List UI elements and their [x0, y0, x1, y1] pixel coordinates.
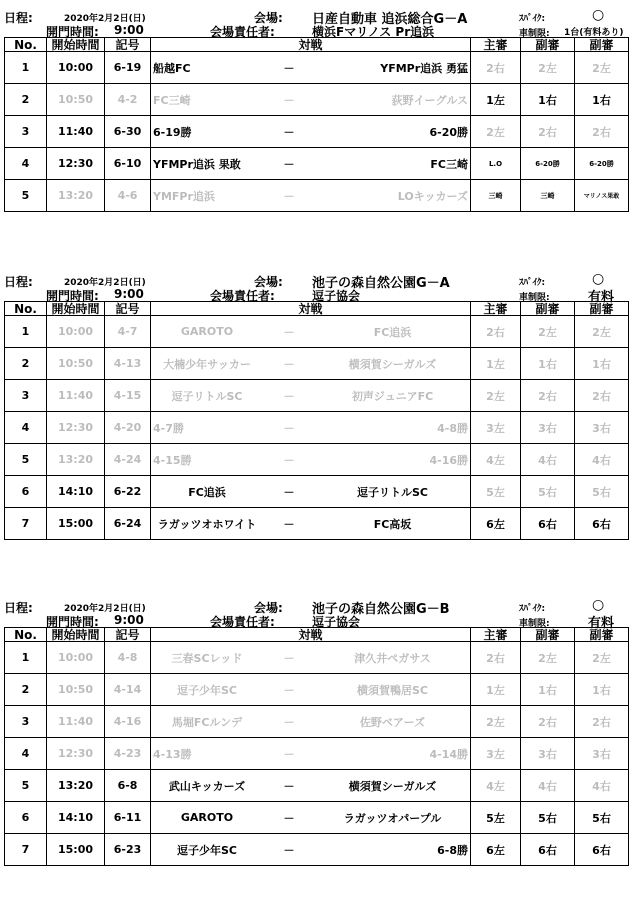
versus-dash: －: [283, 389, 295, 403]
table-row: [5, 116, 629, 148]
match-cell: [151, 348, 471, 380]
assistant-referee-2: 2左: [575, 52, 629, 84]
assistant-referee-1: 2左: [521, 316, 575, 348]
manager-label: 会場責任者:: [210, 25, 275, 39]
versus-dash: －: [283, 357, 295, 371]
column-header-col-match: 対戦: [151, 628, 471, 642]
match-cell: [151, 770, 471, 802]
versus-dash: －: [283, 421, 295, 435]
match-code: 4-2: [105, 84, 151, 116]
match-cell: [151, 642, 471, 674]
match-cell: [151, 738, 471, 770]
versus-dash: －: [283, 157, 295, 171]
schedule-header: [4, 7, 628, 37]
match-teams: [151, 642, 470, 673]
home-team: GAROTO: [180, 325, 234, 338]
chief-referee: 6左: [471, 508, 521, 540]
match-teams: [151, 834, 470, 865]
spike-value: ○: [592, 7, 605, 23]
match-code: 6-8: [105, 770, 151, 802]
match-number: 1: [5, 52, 47, 84]
away-team: 6-8勝: [437, 843, 468, 857]
table-row: [5, 412, 629, 444]
chief-referee: 5左: [471, 802, 521, 834]
match-cell: [151, 84, 471, 116]
manager-value: 逗子協会: [312, 615, 361, 629]
assistant-referee-2: 2右: [575, 706, 629, 738]
column-header-col-no: No.: [5, 628, 47, 642]
away-team: 佐野ベアーズ: [359, 715, 426, 729]
car-limit-value: 1台(有料あり): [564, 28, 624, 38]
match-code: 6-11: [105, 802, 151, 834]
home-team: ラガッツオホワイト: [157, 517, 257, 531]
match-number: 1: [5, 642, 47, 674]
chief-referee: 5左: [471, 476, 521, 508]
away-team: 荻野イーグルス: [391, 93, 468, 107]
match-teams: [151, 116, 470, 147]
assistant-referee-1: 3右: [521, 412, 575, 444]
match-cell: [151, 180, 471, 212]
match-teams: [151, 148, 470, 179]
schedule-section: [4, 7, 628, 212]
versus-dash: －: [283, 843, 295, 857]
match-number: 3: [5, 380, 47, 412]
chief-referee: 三崎: [471, 180, 521, 212]
home-team: FC追浜: [188, 485, 226, 499]
assistant-referee-1: 5右: [521, 802, 575, 834]
assistant-referee-2: 2右: [575, 116, 629, 148]
home-team: YMFPr追浜: [153, 189, 215, 203]
match-number: 5: [5, 444, 47, 476]
schedule-header: [4, 271, 628, 305]
match-code: 4-24: [105, 444, 151, 476]
match-code: 4-16: [105, 706, 151, 738]
table-row: [5, 706, 629, 738]
match-teams: [151, 508, 470, 539]
match-code: 4-8: [105, 642, 151, 674]
match-code: 6-22: [105, 476, 151, 508]
column-header-col-start: 開始時間: [47, 38, 105, 52]
assistant-referee-2: 3右: [575, 412, 629, 444]
open-time-label: 開門時間:: [46, 615, 99, 629]
match-teams: [151, 316, 470, 347]
home-team: 大楠少年サッカー: [163, 357, 251, 371]
manager-label: 会場責任者:: [210, 289, 275, 303]
match-teams: [151, 380, 470, 411]
match-code: 4-23: [105, 738, 151, 770]
match-code: 4-7: [105, 316, 151, 348]
assistant-referee-1: 三崎: [521, 180, 575, 212]
assistant-referee-1: 6-20勝: [521, 148, 575, 180]
start-time: 15:00: [47, 834, 105, 866]
match-cell: [151, 148, 471, 180]
column-header-col-asst1: 副審: [521, 628, 575, 642]
home-team: 逗子少年SC: [177, 843, 237, 857]
start-time: 11:40: [47, 380, 105, 412]
match-number: 3: [5, 116, 47, 148]
home-team: 4-7勝: [153, 421, 184, 435]
start-time: 13:20: [47, 180, 105, 212]
date-label: 日程:: [4, 601, 33, 615]
column-header-col-no: No.: [5, 38, 47, 52]
assistant-referee-2: 1右: [575, 84, 629, 116]
away-team: 横須賀鴨居SC: [357, 683, 428, 697]
column-header-col-chief: 主審: [471, 302, 521, 316]
column-header-col-start: 開始時間: [47, 628, 105, 642]
assistant-referee-1: 4右: [521, 770, 575, 802]
home-team: 4-15勝: [153, 453, 192, 467]
table-row: [5, 738, 629, 770]
match-number: 6: [5, 802, 47, 834]
venue-label: 会場:: [254, 11, 283, 25]
assistant-referee-1: 1右: [521, 84, 575, 116]
match-cell: [151, 802, 471, 834]
column-header-col-asst1: 副審: [521, 302, 575, 316]
venue-value: 池子の森自然公園G－B: [312, 602, 450, 617]
match-number: 2: [5, 674, 47, 706]
chief-referee: 3左: [471, 738, 521, 770]
away-team: FC追浜: [373, 325, 412, 339]
versus-dash: －: [283, 189, 295, 203]
match-number: 3: [5, 706, 47, 738]
home-team: 三春SCレッド: [171, 651, 243, 665]
table-row: [5, 674, 629, 706]
match-code: 4-6: [105, 180, 151, 212]
versus-dash: －: [283, 715, 295, 729]
date-label: 日程:: [4, 11, 33, 25]
chief-referee: 3左: [471, 412, 521, 444]
table-row: [5, 508, 629, 540]
column-header-col-asst2: 副審: [575, 302, 629, 316]
schedule-header: [4, 597, 628, 631]
home-team: 武山キッカーズ: [168, 779, 246, 793]
match-code: 6-19: [105, 52, 151, 84]
date-value: 2020年2月2日(日): [64, 14, 146, 24]
away-team: LOキッカーズ: [397, 189, 468, 203]
versus-dash: －: [283, 747, 295, 761]
away-team: 津久井ペガサス: [354, 651, 431, 665]
match-code: 4-13: [105, 348, 151, 380]
table-row: [5, 180, 629, 212]
start-time: 10:00: [47, 316, 105, 348]
home-team: 逗子少年SC: [177, 683, 237, 697]
match-table: [4, 37, 629, 212]
away-team: FC三崎: [430, 157, 468, 171]
versus-dash: －: [283, 485, 295, 499]
match-teams: [151, 348, 470, 379]
match-code: 6-10: [105, 148, 151, 180]
match-number: 5: [5, 770, 47, 802]
versus-dash: －: [283, 325, 295, 339]
column-header-col-chief: 主審: [471, 38, 521, 52]
away-team: FC高坂: [373, 517, 412, 531]
home-team: YFMPr追浜 果敢: [153, 157, 241, 171]
assistant-referee-1: 4右: [521, 444, 575, 476]
chief-referee: 2左: [471, 116, 521, 148]
assistant-referee-2: 4右: [575, 444, 629, 476]
start-time: 13:20: [47, 770, 105, 802]
assistant-referee-1: 2左: [521, 52, 575, 84]
column-header-col-match: 対戦: [151, 38, 471, 52]
assistant-referee-1: 1右: [521, 674, 575, 706]
match-teams: [151, 674, 470, 705]
match-number: 7: [5, 834, 47, 866]
home-team: 船越FC: [153, 61, 191, 75]
date-label: 日程:: [4, 275, 33, 289]
start-time: 14:10: [47, 476, 105, 508]
column-header-col-asst2: 副審: [575, 628, 629, 642]
column-header-col-asst1: 副審: [521, 38, 575, 52]
versus-dash: －: [283, 453, 295, 467]
assistant-referee-1: 2右: [521, 380, 575, 412]
table-row: [5, 834, 629, 866]
chief-referee: L.O: [471, 148, 521, 180]
start-time: 13:20: [47, 444, 105, 476]
match-cell: [151, 412, 471, 444]
start-time: 12:30: [47, 412, 105, 444]
home-team: 逗子リトルSC: [171, 389, 243, 403]
assistant-referee-1: 3右: [521, 738, 575, 770]
assistant-referee-1: 6右: [521, 834, 575, 866]
versus-dash: －: [283, 779, 295, 793]
assistant-referee-1: 6右: [521, 508, 575, 540]
assistant-referee-2: 5右: [575, 802, 629, 834]
home-team: GAROTO: [180, 811, 234, 824]
away-team: YFMPr追浜 勇猛: [380, 61, 468, 75]
open-time-label: 開門時間:: [46, 289, 99, 303]
car-limit-label: 車制限:: [519, 619, 550, 629]
table-row: [5, 52, 629, 84]
start-time: 11:40: [47, 706, 105, 738]
date-value: 2020年2月2日(日): [64, 278, 146, 288]
column-header-col-no: No.: [5, 302, 47, 316]
assistant-referee-2: 2左: [575, 316, 629, 348]
car-limit-label: 車制限:: [519, 293, 550, 303]
column-header-col-chief: 主審: [471, 628, 521, 642]
spike-value: ○: [592, 597, 605, 613]
chief-referee: 2右: [471, 316, 521, 348]
versus-dash: －: [283, 651, 295, 665]
assistant-referee-2: 5右: [575, 476, 629, 508]
assistant-referee-2: 2左: [575, 642, 629, 674]
match-number: 4: [5, 738, 47, 770]
column-header-col-code: 記号: [105, 628, 151, 642]
start-time: 11:40: [47, 116, 105, 148]
start-time: 10:50: [47, 348, 105, 380]
chief-referee: 1左: [471, 348, 521, 380]
away-team: 逗子リトルSC: [357, 485, 428, 499]
match-table: [4, 301, 629, 540]
away-team: 4-8勝: [437, 421, 468, 435]
chief-referee: 4左: [471, 444, 521, 476]
table-row: [5, 148, 629, 180]
venue-label: 会場:: [254, 275, 283, 289]
match-cell: [151, 476, 471, 508]
assistant-referee-1: 2右: [521, 116, 575, 148]
match-number: 5: [5, 180, 47, 212]
column-header-col-start: 開始時間: [47, 302, 105, 316]
match-number: 1: [5, 316, 47, 348]
versus-dash: －: [283, 125, 295, 139]
match-teams: [151, 770, 470, 801]
assistant-referee-1: 1右: [521, 348, 575, 380]
match-code: 6-24: [105, 508, 151, 540]
assistant-referee-1: 5右: [521, 476, 575, 508]
match-cell: [151, 834, 471, 866]
start-time: 15:00: [47, 508, 105, 540]
match-teams: [151, 180, 470, 211]
start-time: 12:30: [47, 738, 105, 770]
date-value: 2020年2月2日(日): [64, 604, 146, 614]
match-cell: [151, 380, 471, 412]
match-number: 4: [5, 412, 47, 444]
chief-referee: 1左: [471, 674, 521, 706]
chief-referee: 6左: [471, 834, 521, 866]
car-limit-value: 有料: [588, 290, 615, 305]
manager-value: 横浜Fマリノス Pr追浜: [312, 25, 435, 39]
table-row: [5, 348, 629, 380]
venue-label: 会場:: [254, 601, 283, 615]
match-table: [4, 627, 629, 866]
match-teams: [151, 52, 470, 83]
match-number: 7: [5, 508, 47, 540]
open-time-value: 9:00: [114, 613, 144, 627]
open-time-value: 9:00: [114, 287, 144, 301]
home-team: FC三崎: [153, 93, 191, 107]
match-teams: [151, 476, 470, 507]
versus-dash: －: [283, 683, 295, 697]
assistant-referee-2: 4右: [575, 770, 629, 802]
spike-label: ｽﾊﾟｲｸ:: [519, 278, 546, 288]
start-time: 10:50: [47, 84, 105, 116]
match-cell: [151, 508, 471, 540]
manager-value: 逗子協会: [312, 289, 361, 303]
away-team: 4-14勝: [429, 747, 468, 761]
chief-referee: 2左: [471, 380, 521, 412]
chief-referee: 2右: [471, 642, 521, 674]
match-teams: [151, 802, 470, 833]
match-teams: [151, 738, 470, 769]
match-cell: [151, 444, 471, 476]
column-header-col-match: 対戦: [151, 302, 471, 316]
match-cell: [151, 674, 471, 706]
table-row: [5, 380, 629, 412]
table-row: [5, 444, 629, 476]
match-teams: [151, 84, 470, 115]
away-team: ラガッツオパープル: [343, 811, 442, 825]
away-team: 横須賀シーガルズ: [348, 779, 437, 793]
schedule-section: [4, 271, 628, 540]
home-team: 6-19勝: [153, 125, 192, 139]
table-row: [5, 802, 629, 834]
match-code: 6-30: [105, 116, 151, 148]
assistant-referee-2: マリノス果敢: [575, 180, 629, 212]
versus-dash: －: [283, 61, 295, 75]
assistant-referee-2: 2右: [575, 380, 629, 412]
spike-value: ○: [592, 271, 605, 287]
spike-label: ｽﾊﾟｲｸ:: [519, 604, 546, 614]
table-row: [5, 84, 629, 116]
assistant-referee-2: 1右: [575, 674, 629, 706]
match-teams: [151, 706, 470, 737]
chief-referee: 1左: [471, 84, 521, 116]
assistant-referee-1: 2左: [521, 642, 575, 674]
match-number: 2: [5, 348, 47, 380]
car-limit-label: 車制限:: [519, 29, 550, 39]
home-team: 4-13勝: [153, 747, 192, 761]
match-cell: [151, 316, 471, 348]
start-time: 10:00: [47, 52, 105, 84]
venue-value: 日産自動車 追浜総合G－A: [312, 12, 468, 27]
match-code: 6-23: [105, 834, 151, 866]
spike-label: ｽﾊﾟｲｸ:: [519, 14, 546, 24]
table-row: [5, 642, 629, 674]
open-time-value: 9:00: [114, 23, 144, 37]
match-code: 4-15: [105, 380, 151, 412]
away-team: 4-16勝: [429, 453, 468, 467]
chief-referee: 2右: [471, 52, 521, 84]
match-teams: [151, 444, 470, 475]
versus-dash: －: [283, 93, 295, 107]
chief-referee: 2左: [471, 706, 521, 738]
column-header-col-code: 記号: [105, 38, 151, 52]
home-team: 馬堀FCルンデ: [171, 715, 243, 729]
manager-label: 会場責任者:: [210, 615, 275, 629]
chief-referee: 4左: [471, 770, 521, 802]
start-time: 10:50: [47, 674, 105, 706]
table-row: [5, 316, 629, 348]
match-code: 4-20: [105, 412, 151, 444]
versus-dash: －: [283, 517, 295, 531]
table-row: [5, 476, 629, 508]
away-team: 横須賀シーガルズ: [348, 357, 437, 371]
venue-value: 池子の森自然公園G－A: [312, 276, 450, 291]
car-limit-value: 有料: [588, 616, 615, 631]
start-time: 14:10: [47, 802, 105, 834]
away-team: 6-20勝: [429, 125, 468, 139]
assistant-referee-1: 2右: [521, 706, 575, 738]
assistant-referee-2: 3右: [575, 738, 629, 770]
match-number: 2: [5, 84, 47, 116]
start-time: 12:30: [47, 148, 105, 180]
table-row: [5, 770, 629, 802]
match-code: 4-14: [105, 674, 151, 706]
match-number: 6: [5, 476, 47, 508]
match-teams: [151, 412, 470, 443]
column-header-col-asst2: 副審: [575, 38, 629, 52]
versus-dash: －: [283, 811, 295, 825]
start-time: 10:00: [47, 642, 105, 674]
assistant-referee-2: 1右: [575, 348, 629, 380]
open-time-label: 開門時間:: [46, 25, 99, 39]
away-team: 初声ジュニアFC: [351, 389, 434, 403]
match-cell: [151, 706, 471, 738]
match-cell: [151, 116, 471, 148]
assistant-referee-2: 6-20勝: [575, 148, 629, 180]
column-header-col-code: 記号: [105, 302, 151, 316]
match-cell: [151, 52, 471, 84]
assistant-referee-2: 6右: [575, 508, 629, 540]
assistant-referee-2: 6右: [575, 834, 629, 866]
match-number: 4: [5, 148, 47, 180]
schedule-section: [4, 597, 628, 866]
